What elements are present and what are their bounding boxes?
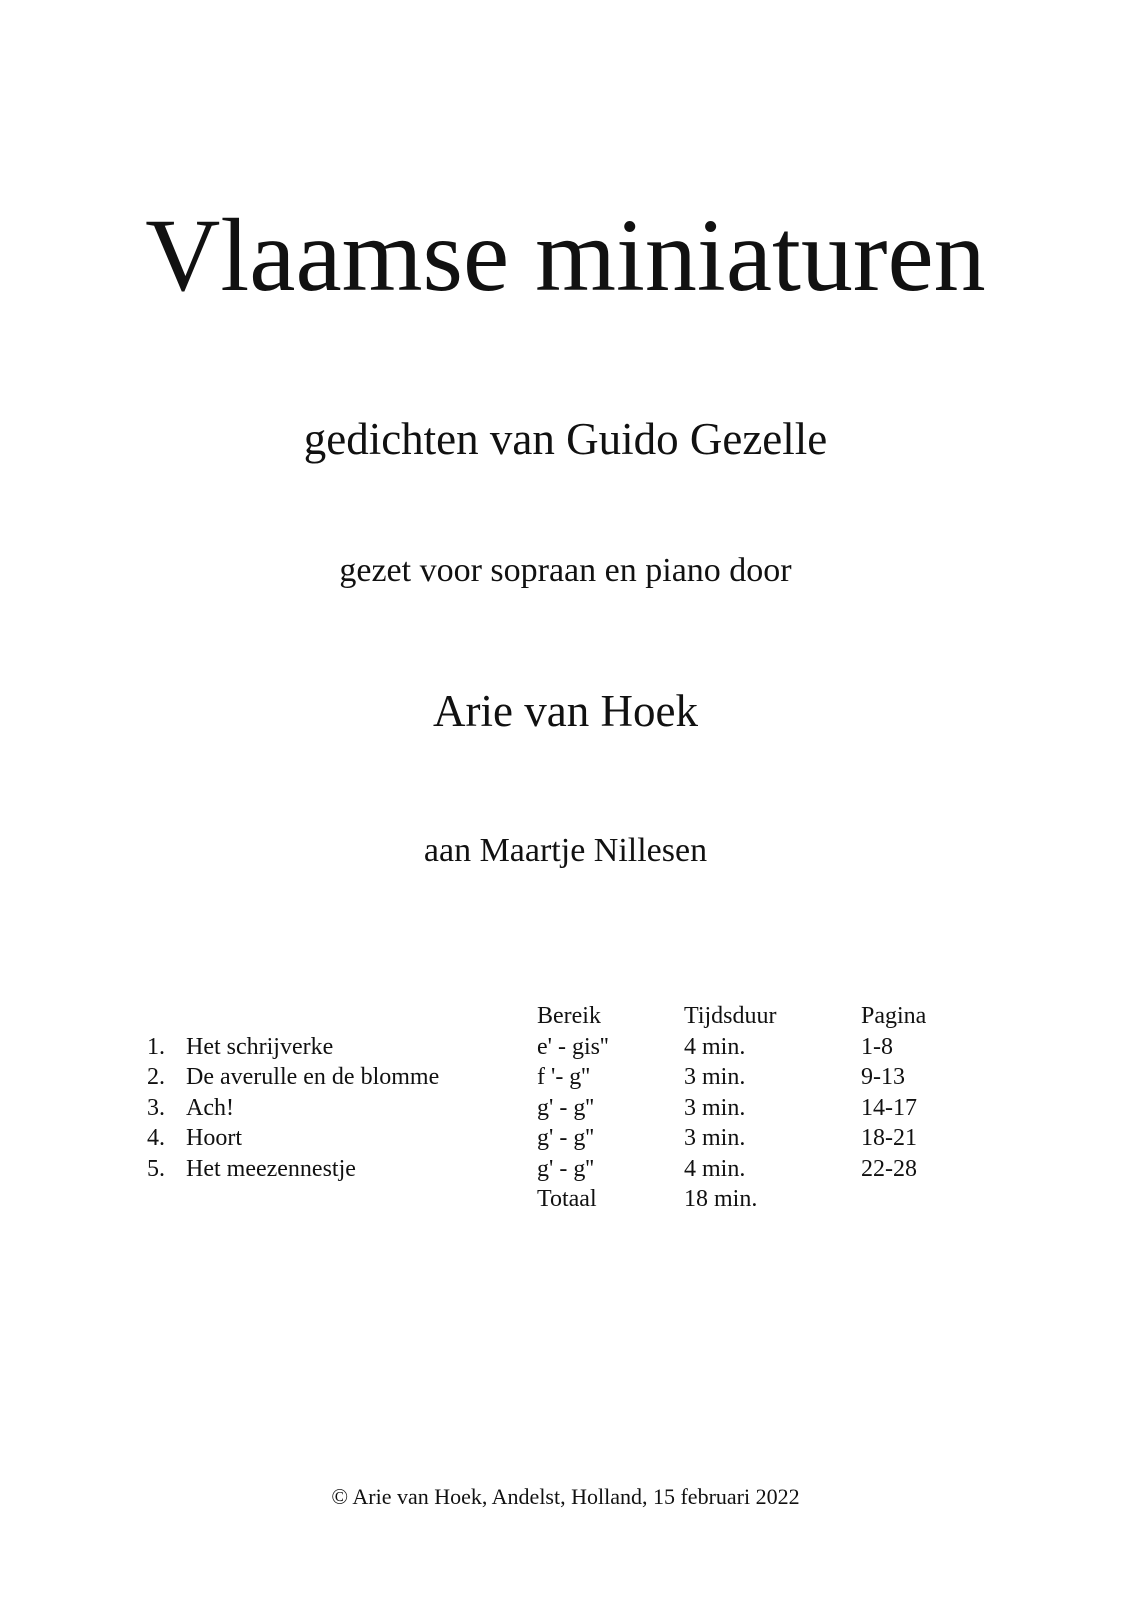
song-duration: 3 min. (684, 1125, 746, 1151)
song-range: g' - g'' (537, 1155, 594, 1182)
table-row (0, 1123, 1131, 1154)
song-number: 3. (147, 1094, 165, 1121)
song-title: Hoort (186, 1125, 242, 1151)
song-pages: 14-17 (861, 1094, 917, 1121)
song-range: e' - gis'' (537, 1033, 609, 1060)
composer-name: Arie van Hoek (433, 686, 698, 736)
subtitle-poet: gedichten van Guido Gezelle (303, 414, 828, 464)
song-duration: 4 min. (684, 1155, 746, 1182)
song-pages: 22-28 (861, 1155, 917, 1182)
contents-table (0, 1001, 1131, 1215)
header-range: Bereik (537, 1003, 601, 1029)
song-title: Het schrijverke (186, 1033, 334, 1060)
table-row (0, 1093, 1131, 1124)
contents-header-row (0, 1001, 1131, 1032)
total-label: Totaal (537, 1186, 597, 1212)
song-title: De averulle en de blomme (186, 1064, 440, 1090)
song-range: g' - g'' (537, 1094, 594, 1121)
song-number: 5. (147, 1155, 165, 1182)
song-range: f '- g'' (537, 1064, 590, 1090)
table-row (0, 1154, 1131, 1185)
table-row (0, 1032, 1131, 1063)
song-number: 1. (147, 1033, 165, 1060)
song-duration: 4 min. (684, 1033, 746, 1060)
setting-description: gezet voor sopraan en piano door (339, 552, 792, 589)
header-page: Pagina (861, 1003, 927, 1029)
song-range: g' - g'' (537, 1125, 594, 1151)
song-pages: 18-21 (861, 1125, 917, 1151)
song-duration: 3 min. (684, 1064, 746, 1090)
table-row (0, 1062, 1131, 1093)
dedication: aan Maartje Nillesen (423, 832, 708, 869)
song-pages: 1-8 (861, 1033, 893, 1060)
total-duration: 18 min. (684, 1186, 758, 1212)
contents-total-row (0, 1184, 1131, 1215)
song-pages: 9-13 (861, 1064, 905, 1090)
song-title: Ach! (186, 1094, 234, 1121)
copyright-footer: © Arie van Hoek, Andelst, Holland, 15 februari 2022 (331, 1484, 800, 1509)
page-title: Vlaamse miniaturen (145, 198, 986, 313)
song-duration: 3 min. (684, 1094, 746, 1121)
song-number: 2. (147, 1064, 165, 1090)
header-duration: Tijdsduur (684, 1003, 777, 1029)
song-title: Het meezennestje (186, 1155, 356, 1182)
song-number: 4. (147, 1125, 165, 1151)
